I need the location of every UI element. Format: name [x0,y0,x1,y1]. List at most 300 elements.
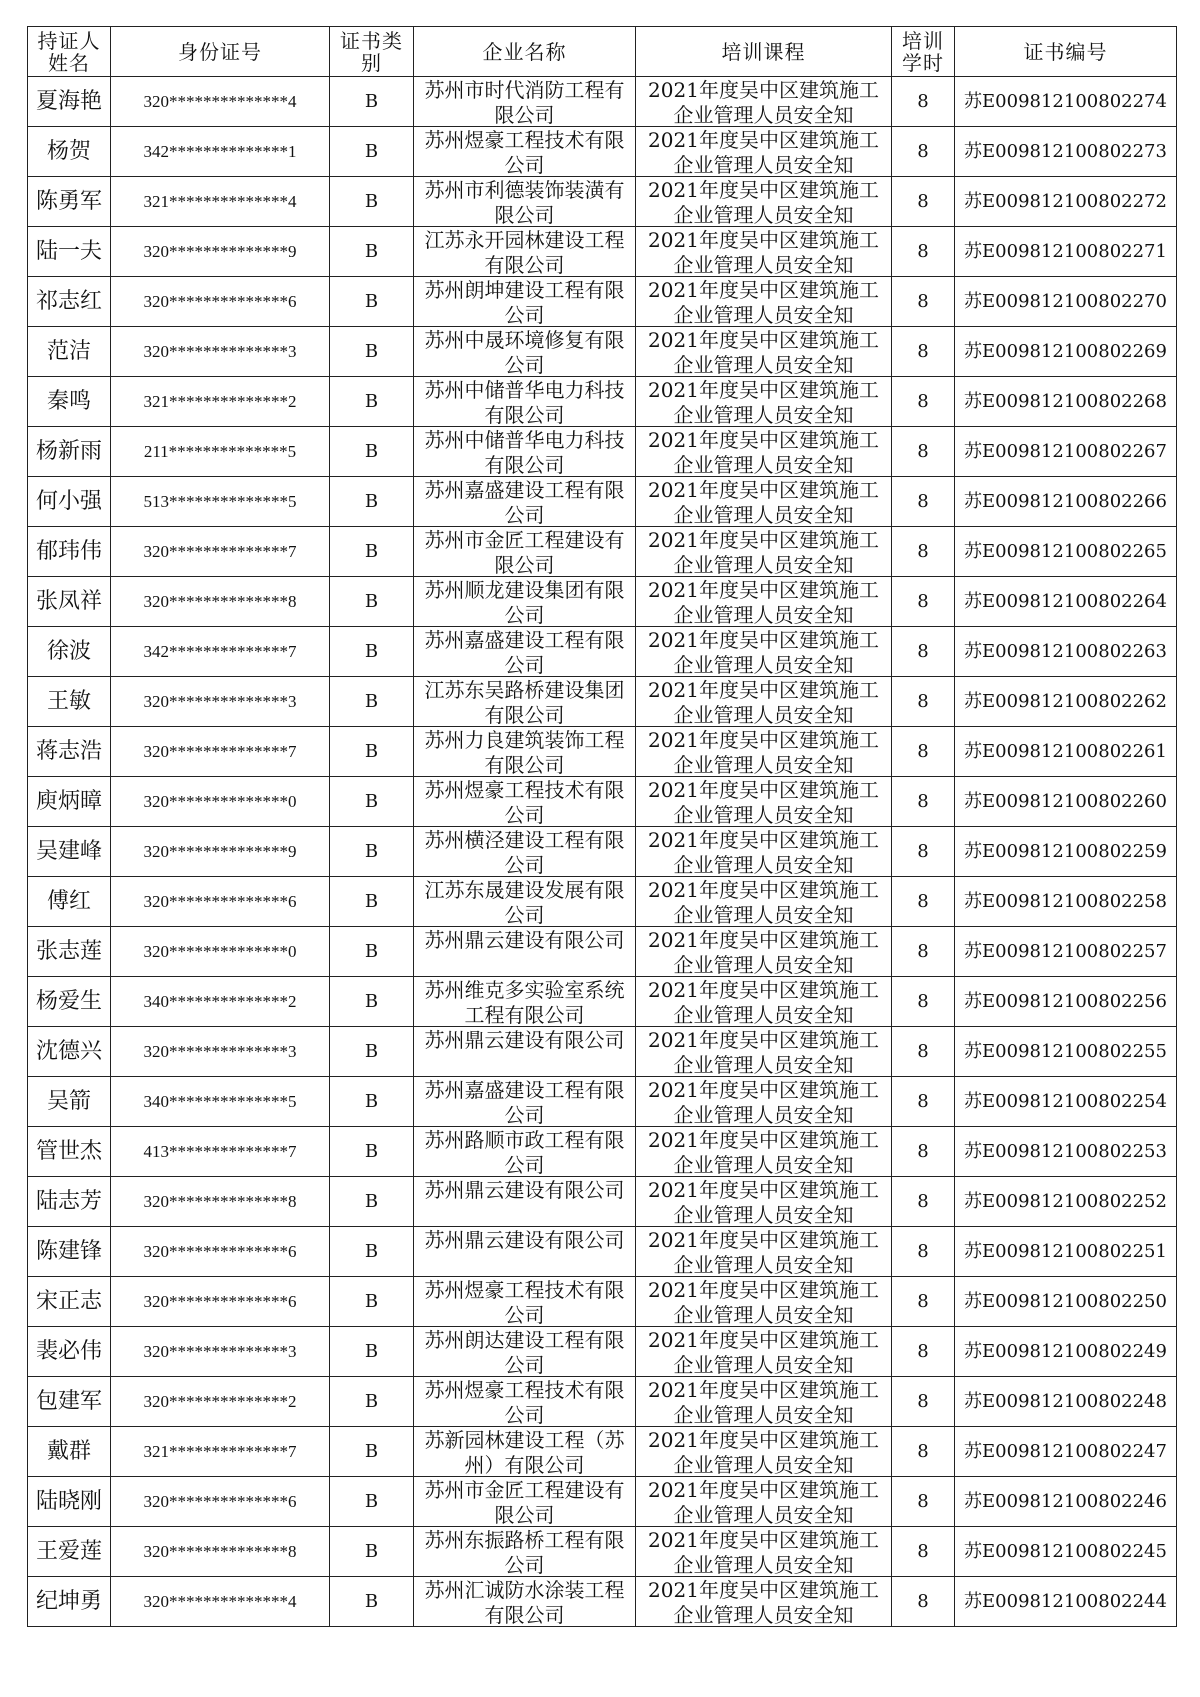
cell-type [330,77,414,127]
cell-company-text: 苏州朗坤建设工程有限公司 [424,278,625,326]
cell-course-clip [636,827,891,876]
cell-course-clip [636,1477,891,1526]
cell-course-text: 2021年度吴中区建筑施工企业管理人员安全知 [648,728,879,776]
cell-course-text: 2021年度吴中区建筑施工企业管理人员安全知 [648,1228,879,1276]
cell-type-text: B [364,1291,379,1312]
cell-cert [955,277,1177,327]
table-row [28,1077,1177,1127]
cell-company-clip [414,727,635,776]
cell-company-text: 苏州中储普华电力科技有限公司 [424,428,625,476]
cell-name [28,1227,111,1277]
cell-hours-text: 8 [917,441,929,462]
cell-id [111,77,330,127]
cell-course-text: 2021年度吴中区建筑施工企业管理人员安全知 [648,1478,879,1526]
cell-type-text: B [364,1241,379,1262]
cell-name [28,727,111,777]
cell-company-clip [414,1227,635,1276]
cell-course-text: 2021年度吴中区建筑施工企业管理人员安全知 [648,228,879,276]
cell-hours [892,677,955,727]
cell-company-text: 苏州市利德装饰装潢有限公司 [424,178,625,226]
cell-course-clip [636,377,891,426]
cell-course-clip [636,1377,891,1426]
cell-cert-text: 苏E009812100802254 [964,1091,1167,1112]
cell-cert [955,777,1177,827]
cell-hours-text: 8 [917,1391,929,1412]
table-row [28,927,1177,977]
cell-type [330,1377,414,1427]
cell-type-text: B [364,1441,379,1462]
cell-company-clip [414,577,635,626]
cell-course [636,277,892,327]
header-hours [892,27,955,77]
cell-course-clip [636,527,891,576]
cell-cert-text: 苏E009812100802274 [964,91,1167,112]
header-row [28,27,1177,77]
cell-company-clip [414,1577,635,1626]
cell-company [414,977,636,1027]
cell-course [636,627,892,677]
cell-cert-text: 苏E009812100802252 [964,1191,1167,1212]
cell-company [414,1027,636,1077]
cell-company [414,277,636,327]
cell-id [111,577,330,627]
cell-course [636,1427,892,1477]
cell-course [636,827,892,877]
cell-type [330,1327,414,1377]
cell-type [330,977,414,1027]
cell-hours [892,227,955,277]
cell-name-text: 范洁 [46,339,91,364]
cell-hours [892,1027,955,1077]
header-company-label: 企业名称 [482,39,567,64]
cell-course [636,1327,892,1377]
cell-id-text: 320**************9 [143,242,297,261]
cell-type [330,377,414,427]
cell-id-text: 320**************0 [143,792,297,811]
cell-course-text: 2021年度吴中区建筑施工企业管理人员安全知 [648,1178,879,1226]
cell-id-text: 413**************7 [143,1142,297,1161]
cell-id [111,1127,330,1177]
cell-hours-text: 8 [917,491,929,512]
cell-hours [892,527,955,577]
cell-course-clip [636,727,891,776]
cell-course-clip [636,1577,891,1626]
cell-cert [955,577,1177,627]
cell-id-text: 320**************8 [143,592,297,611]
cell-company [414,1227,636,1277]
cell-type-text: B [364,791,379,812]
cell-company-text: 江苏东晟建设发展有限公司 [424,878,625,926]
cell-course-text: 2021年度吴中区建筑施工企业管理人员安全知 [648,878,879,926]
cell-company [414,127,636,177]
cell-id-text: 320**************4 [143,1592,297,1611]
cell-cert-text: 苏E009812100802264 [964,591,1167,612]
cell-course-text: 2021年度吴中区建筑施工企业管理人员安全知 [648,328,879,376]
cell-hours [892,1077,955,1127]
cell-company-clip [414,827,635,876]
cell-name [28,977,111,1027]
cell-hours [892,1227,955,1277]
cell-id-text: 320**************6 [143,1242,297,1261]
cell-id-text: 211**************5 [143,442,297,461]
cell-company-clip [414,1427,635,1476]
cell-id [111,777,330,827]
cell-course-clip [636,1427,891,1476]
cell-cert-text: 苏E009812100802268 [964,391,1167,412]
cell-type-text: B [364,1541,379,1562]
cell-name-text: 杨贺 [46,139,91,164]
cell-hours-text: 8 [917,1441,929,1462]
table-row [28,427,1177,477]
cell-company-clip [414,927,635,976]
cell-course-text: 2021年度吴中区建筑施工企业管理人员安全知 [648,1078,879,1126]
cell-hours [892,827,955,877]
cell-hours-text: 8 [917,1141,929,1162]
cell-id-text: 320**************7 [143,542,297,561]
cell-type-text: B [364,1091,379,1112]
cell-name-text: 吴建峰 [35,839,102,864]
cell-course-clip [636,1127,891,1176]
cell-id-text: 320**************6 [143,1292,297,1311]
cell-cert [955,1427,1177,1477]
cell-type [330,1077,414,1127]
cell-cert-text: 苏E009812100802245 [964,1541,1167,1562]
table-row [28,477,1177,527]
cell-cert [955,1027,1177,1077]
cell-company-text: 苏州市金匠工程建设有限公司 [424,1478,625,1526]
cell-hours [892,927,955,977]
cell-course [636,477,892,527]
cell-course-text: 2021年度吴中区建筑施工企业管理人员安全知 [648,928,879,976]
cell-id [111,677,330,727]
cell-cert [955,1277,1177,1327]
cell-id [111,1477,330,1527]
cell-id [111,1177,330,1227]
cell-cert-text: 苏E009812100802265 [964,541,1167,562]
cell-cert [955,377,1177,427]
cell-id [111,1327,330,1377]
cell-course-text: 2021年度吴中区建筑施工企业管理人员安全知 [648,978,879,1026]
cell-company [414,577,636,627]
cell-name-text: 杨爱生 [35,989,102,1014]
cell-name [28,1427,111,1477]
cell-hours-text: 8 [917,391,929,412]
cell-company-text: 苏州煜豪工程技术有限公司 [424,1378,625,1426]
cell-course-clip [636,77,891,126]
cell-hours-text: 8 [917,841,929,862]
cell-cert-text: 苏E009812100802266 [964,491,1167,512]
cell-company-clip [414,377,635,426]
cell-company [414,627,636,677]
table-row [28,627,1177,677]
cell-course-text: 2021年度吴中区建筑施工企业管理人员安全知 [648,1378,879,1426]
cell-id-text: 513**************5 [143,492,297,511]
cell-cert-text: 苏E009812100802246 [964,1491,1167,1512]
table-header [28,27,1177,77]
cell-company [414,827,636,877]
cell-name-text: 郁玮伟 [35,539,102,564]
cell-course-clip [636,227,891,276]
cell-course-clip [636,1027,891,1076]
cell-company [414,227,636,277]
cell-hours [892,127,955,177]
header-id [111,27,330,77]
cell-course-clip [636,127,891,176]
cell-hours-text: 8 [917,191,929,212]
cell-name-text: 杨新雨 [35,439,102,464]
cell-company-text: 苏州东振路桥工程有限公司 [424,1528,625,1576]
table-row [28,1577,1177,1627]
cell-company-clip [414,1277,635,1326]
cell-name-text: 吴箭 [46,1089,91,1114]
cell-course [636,427,892,477]
cell-id [111,427,330,477]
cell-type-text: B [364,241,379,262]
table-row [28,1177,1177,1227]
cell-hours-text: 8 [917,1541,929,1562]
cell-hours [892,427,955,477]
cell-type [330,127,414,177]
cell-type [330,1577,414,1627]
cell-company-clip [414,427,635,476]
cell-id-text: 342**************1 [143,142,297,161]
cell-hours [892,1527,955,1577]
cell-course [636,777,892,827]
cell-id [111,977,330,1027]
cell-course [636,1277,892,1327]
cell-cert-text: 苏E009812100802255 [964,1041,1167,1062]
cell-type-text: B [364,1591,379,1612]
cell-company-clip [414,1127,635,1176]
cell-name [28,277,111,327]
cell-name-text: 陈勇军 [35,189,102,214]
cell-hours [892,1377,955,1427]
cell-course [636,927,892,977]
cell-company-clip [414,227,635,276]
cell-company-text: 苏州市时代消防工程有限公司 [424,78,625,126]
cell-id [111,1027,330,1077]
cell-course-text: 2021年度吴中区建筑施工企业管理人员安全知 [648,1428,879,1476]
table-row [28,377,1177,427]
cell-course-text: 2021年度吴中区建筑施工企业管理人员安全知 [648,1328,879,1376]
cell-name-text: 包建军 [35,1389,102,1414]
cell-id-text: 340**************5 [143,1092,297,1111]
cell-cert-text: 苏E009812100802257 [964,941,1167,962]
cell-company-text: 苏州市金匠工程建设有限公司 [424,528,625,576]
cell-name-text: 张凤祥 [35,589,102,614]
cell-company [414,1077,636,1127]
cell-company-clip [414,527,635,576]
cell-name-text: 庾炳暲 [35,789,102,814]
table-row [28,227,1177,277]
cell-company [414,1427,636,1477]
cell-hours-text: 8 [917,941,929,962]
cell-cert-text: 苏E009812100802259 [964,841,1167,862]
cell-id-text: 321**************2 [143,392,297,411]
cell-company [414,527,636,577]
cell-id-text: 320**************3 [143,342,297,361]
cell-type-text: B [364,1191,379,1212]
cell-cert [955,1577,1177,1627]
cell-name-text: 王敏 [46,689,91,714]
cell-company-text: 苏州力良建筑装饰工程有限公司 [424,728,625,776]
cell-cert-text: 苏E009812100802248 [964,1391,1167,1412]
cell-name [28,327,111,377]
cell-cert-text: 苏E009812100802260 [964,791,1167,812]
cell-cert-text: 苏E009812100802272 [964,191,1167,212]
cell-hours-text: 8 [917,591,929,612]
cell-company-text: 苏州嘉盛建设工程有限公司 [424,628,625,676]
cell-hours [892,1277,955,1327]
certificate-table [27,26,1177,1627]
cell-type [330,327,414,377]
header-type-label: 证书类别 [340,28,403,75]
cell-hours [892,1477,955,1527]
cell-course-text: 2021年度吴中区建筑施工企业管理人员安全知 [648,428,879,476]
cell-name [28,1027,111,1077]
cell-id [111,1427,330,1477]
table-row [28,1127,1177,1177]
cell-company [414,1477,636,1527]
cell-company [414,1177,636,1227]
cell-id [111,827,330,877]
cell-name-text: 戴群 [46,1439,91,1464]
table-row [28,1327,1177,1377]
cell-company-clip [414,127,635,176]
cell-type [330,1027,414,1077]
cell-course-clip [636,477,891,526]
cell-name-text: 陆志芳 [35,1189,102,1214]
cell-company-clip [414,977,635,1026]
cell-type-text: B [364,991,379,1012]
cell-company [414,877,636,927]
cell-hours-text: 8 [917,241,929,262]
cell-name-text: 蒋志浩 [35,739,102,764]
cell-course-clip [636,177,891,226]
cell-company [414,677,636,727]
cell-cert-text: 苏E009812100802250 [964,1291,1167,1312]
cell-company-clip [414,777,635,826]
cell-course-text: 2021年度吴中区建筑施工企业管理人员安全知 [648,78,879,126]
cell-company-text: 苏州路顺市政工程有限公司 [424,1128,625,1176]
cell-type-text: B [364,91,379,112]
cell-course-text: 2021年度吴中区建筑施工企业管理人员安全知 [648,1028,879,1076]
cell-course [636,1577,892,1627]
cell-company-text: 苏州中储普华电力科技有限公司 [424,378,625,426]
table-row [28,527,1177,577]
cell-course-text: 2021年度吴中区建筑施工企业管理人员安全知 [648,178,879,226]
cell-company-clip [414,477,635,526]
cell-name [28,1477,111,1527]
cell-company [414,177,636,227]
cell-cert [955,927,1177,977]
cell-course-text: 2021年度吴中区建筑施工企业管理人员安全知 [648,128,879,176]
cell-course [636,1127,892,1177]
cell-id [111,877,330,927]
table-row [28,827,1177,877]
cell-company [414,477,636,527]
table-row [28,677,1177,727]
cell-id-text: 320**************0 [143,942,297,961]
cell-type-text: B [364,1341,379,1362]
cell-name-text: 陈建锋 [35,1239,102,1264]
cell-name [28,627,111,677]
cell-type-text: B [364,341,379,362]
table-body [28,77,1177,1627]
cell-hours [892,1177,955,1227]
table-row [28,777,1177,827]
cell-name-text: 傅红 [46,889,91,914]
cell-course-clip [636,1277,891,1326]
cell-id [111,1377,330,1427]
cell-course [636,1527,892,1577]
cell-cert-text: 苏E009812100802258 [964,891,1167,912]
cell-type [330,877,414,927]
cell-hours [892,577,955,627]
cell-hours-text: 8 [917,1041,929,1062]
table-row [28,1227,1177,1277]
cell-cert-text: 苏E009812100802249 [964,1341,1167,1362]
cell-course [636,527,892,577]
cell-name [28,1577,111,1627]
cell-name-text: 纪坤勇 [35,1589,102,1614]
cell-course-clip [636,1527,891,1576]
cell-hours-text: 8 [917,891,929,912]
cell-cert-text: 苏E009812100802244 [964,1591,1167,1612]
cell-hours [892,77,955,127]
cell-company-clip [414,1327,635,1376]
cell-company [414,1127,636,1177]
cell-hours [892,1427,955,1477]
cell-course-clip [636,627,891,676]
cell-type [330,627,414,677]
table-row [28,177,1177,227]
cell-company-text: 苏州嘉盛建设工程有限公司 [424,1078,625,1126]
cell-cert [955,877,1177,927]
cell-company-text: 苏州鼎云建设有限公司 [424,1028,625,1052]
cell-cert [955,827,1177,877]
cell-company-text: 苏州鼎云建设有限公司 [424,928,625,952]
cell-cert [955,1227,1177,1277]
header-type [330,27,414,77]
cell-cert [955,477,1177,527]
cell-hours-text: 8 [917,291,929,312]
table-row [28,1427,1177,1477]
cell-company-text: 江苏东吴路桥建设集团有限公司 [424,678,625,726]
cell-type [330,477,414,527]
header-id-label: 身份证号 [178,39,262,64]
cell-company-text: 苏州嘉盛建设工程有限公司 [424,478,625,526]
cell-name [28,177,111,227]
cell-type-text: B [364,1391,379,1412]
cell-cert [955,1127,1177,1177]
cell-name-text: 秦鸣 [46,389,91,414]
cell-cert [955,527,1177,577]
cell-hours [892,477,955,527]
cell-cert [955,1527,1177,1577]
cell-type-text: B [364,441,379,462]
cell-cert-text: 苏E009812100802251 [964,1241,1167,1262]
cell-type-text: B [364,391,379,412]
cell-course [636,677,892,727]
cell-company-text: 苏州中晟环境修复有限公司 [424,328,625,376]
cell-type-text: B [364,1491,379,1512]
cell-name [28,477,111,527]
cell-cert [955,127,1177,177]
cell-id [111,277,330,327]
cell-name [28,1277,111,1327]
cell-company-text: 苏州朗达建设工程有限公司 [424,1328,625,1376]
